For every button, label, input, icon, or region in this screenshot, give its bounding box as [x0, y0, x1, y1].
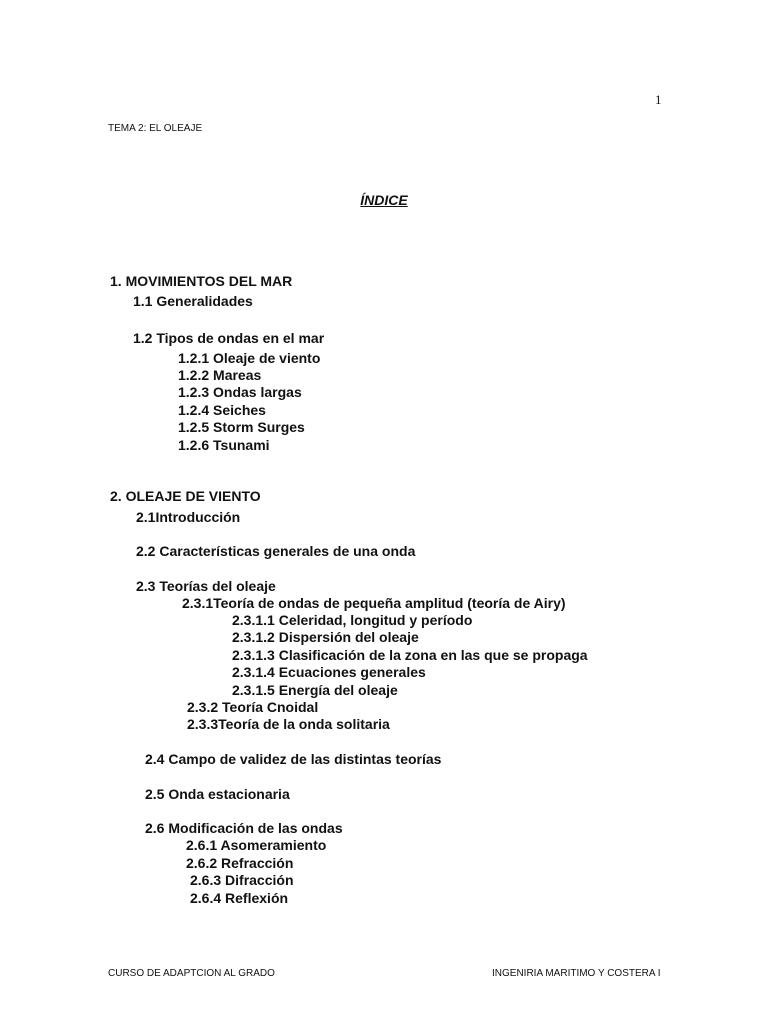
toc-entry: 1.1 Generalidades: [133, 293, 253, 309]
toc-entry: 2.6 Modificación de las ondas: [145, 820, 343, 836]
toc-entry: 1.2.2 Mareas: [178, 367, 262, 383]
toc-entry: 1.2.5 Storm Surges: [178, 419, 305, 435]
toc-entry: 2.3.2 Teoría Cnoidal: [187, 699, 319, 715]
toc-entry: 2.6.3 Difracción: [190, 872, 294, 888]
toc-entry: 2.6.4 Reflexión: [190, 890, 289, 906]
toc-entry: 2.6.1 Asomeramiento: [186, 837, 327, 853]
toc-entry: 2.6.2 Refracción: [186, 855, 294, 871]
toc-entry: 1.2 Tipos de ondas en el mar: [133, 330, 325, 346]
toc-entry: 1.2.1 Oleaje de viento: [178, 350, 321, 366]
toc-entry: 2.5 Onda estacionaria: [145, 786, 290, 802]
toc-entry: 2.3.1.2 Dispersión del oleaje: [232, 629, 419, 645]
toc-entry: 2.3.1.1 Celeridad, longitud y período: [232, 612, 473, 628]
toc-entry: 1. MOVIMIENTOS DEL MAR: [110, 273, 293, 289]
toc-entry: 2.3.1.3 Clasificación de la zona en las que se propaga: [232, 647, 588, 663]
toc-entry: 2.3.3Teoría de la onda solitaria: [187, 716, 390, 732]
toc-entry: 1.2.3 Ondas largas: [178, 384, 302, 400]
toc-entry: 2.3.1.4 Ecuaciones generales: [232, 664, 426, 680]
footer-subject: INGENIRIA MARITIMO Y COSTERA I: [492, 968, 661, 979]
footer-course: CURSO DE ADAPTCION AL GRADO: [108, 968, 275, 979]
toc-entry: 1.2.4 Seiches: [178, 402, 266, 418]
toc-entry: 2.2 Características generales de una onda: [136, 543, 416, 559]
toc-entry: 2.3.1.5 Energía del oleaje: [232, 682, 398, 698]
index-title: ÍNDICE: [360, 192, 408, 208]
toc-entry: 2.4 Campo de validez de las distintas teorías: [145, 751, 442, 767]
toc-entry: 2.3.1Teoría de ondas de pequeña amplitud (teoría de Airy): [182, 595, 566, 611]
toc-entry: 1.2.6 Tsunami: [178, 437, 270, 453]
toc-entry: 2. OLEAJE DE VIENTO: [110, 488, 261, 504]
page-number: 1: [655, 92, 662, 107]
toc-entry: 2.1Introducción: [136, 509, 241, 525]
header-topic: TEMA 2: EL OLEAJE: [108, 123, 203, 134]
toc-entry: 2.3 Teorías del oleaje: [136, 578, 276, 594]
